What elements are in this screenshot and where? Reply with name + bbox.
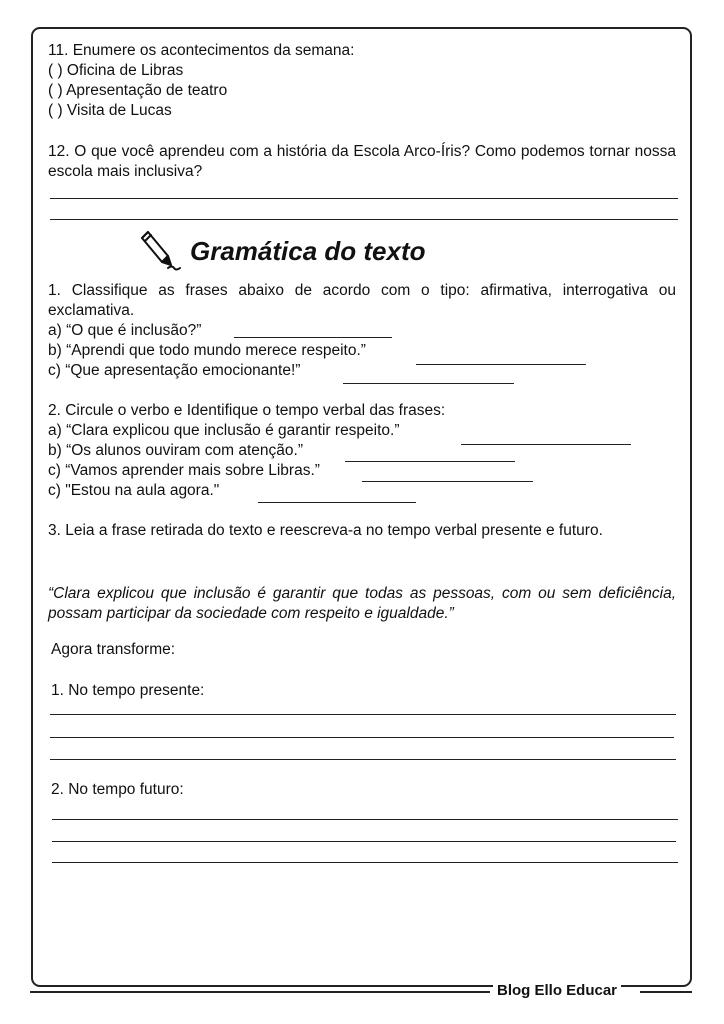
answer-line[interactable] <box>234 337 392 338</box>
q11-item-1: ( ) Oficina de Libras <box>48 62 184 79</box>
answer-line[interactable] <box>345 461 515 462</box>
answer-line[interactable] <box>52 819 678 820</box>
answer-line[interactable] <box>50 219 678 220</box>
pencil-icon <box>138 228 186 276</box>
g3-quote: “Clara explicou que inclusão é garantir que todas as pessoas, com ou sem deficiência, possam participar da sociedade com respeito e igualdade.” <box>48 585 676 622</box>
footer-rule-right <box>640 991 692 993</box>
g2-item-a: a) “Clara explicou que inclusão é garantir respeito.” <box>48 422 400 439</box>
q11-item-3: ( ) Visita de Lucas <box>48 102 172 119</box>
answer-line[interactable] <box>52 841 676 842</box>
q11-title: 11. Enumere os acontecimentos da semana: <box>48 42 355 59</box>
footer-rule-left <box>30 991 490 993</box>
g2-item-b: b) “Os alunos ouviram com atenção.” <box>48 442 303 459</box>
q12-text: 12. O que você aprendeu com a história da Escola Arco-Íris? Como podemos tornar nossa escola mais inclusiva? <box>48 143 676 180</box>
answer-line[interactable] <box>258 502 416 503</box>
answer-line[interactable] <box>343 383 514 384</box>
answer-line[interactable] <box>362 481 533 482</box>
g1-item-b: b) “Aprendi que todo mundo merece respeito.” <box>48 342 366 359</box>
answer-line[interactable] <box>416 364 586 365</box>
g3-transform: Agora transforme: <box>51 641 176 658</box>
g2-item-c: c) “Vamos aprender mais sobre Libras.” <box>48 462 320 479</box>
section-title: Gramática do texto <box>190 236 426 266</box>
answer-line[interactable] <box>52 862 678 863</box>
answer-line[interactable] <box>50 759 676 760</box>
answer-line[interactable] <box>50 737 674 738</box>
g1-item-a: a) “O que é inclusão?” <box>48 322 202 339</box>
g3-future-label: 2. No tempo futuro: <box>51 781 184 798</box>
answer-line[interactable] <box>50 198 678 199</box>
g1-text: 1. Classifique as frases abaixo de acordo com o tipo: afirmativa, interrogativa ou exclamativa. <box>48 282 676 319</box>
g3-present-label: 1. No tempo presente: <box>51 682 205 699</box>
g2-item-d: c) "Estou na aula agora." <box>48 482 220 499</box>
g3-text: 3. Leia a frase retirada do texto e reescreva-a no tempo verbal presente e futuro. <box>48 522 603 539</box>
g2-text: 2. Circule o verbo e Identifique o tempo verbal das frases: <box>48 402 446 419</box>
g1-item-c: c) “Que apresentação emocionante!” <box>48 362 301 379</box>
answer-line[interactable] <box>461 444 631 445</box>
answer-line[interactable] <box>50 714 676 715</box>
footer-brand: Blog Ello Educar <box>493 982 621 999</box>
q11-item-2: ( ) Apresentação de teatro <box>48 82 228 99</box>
